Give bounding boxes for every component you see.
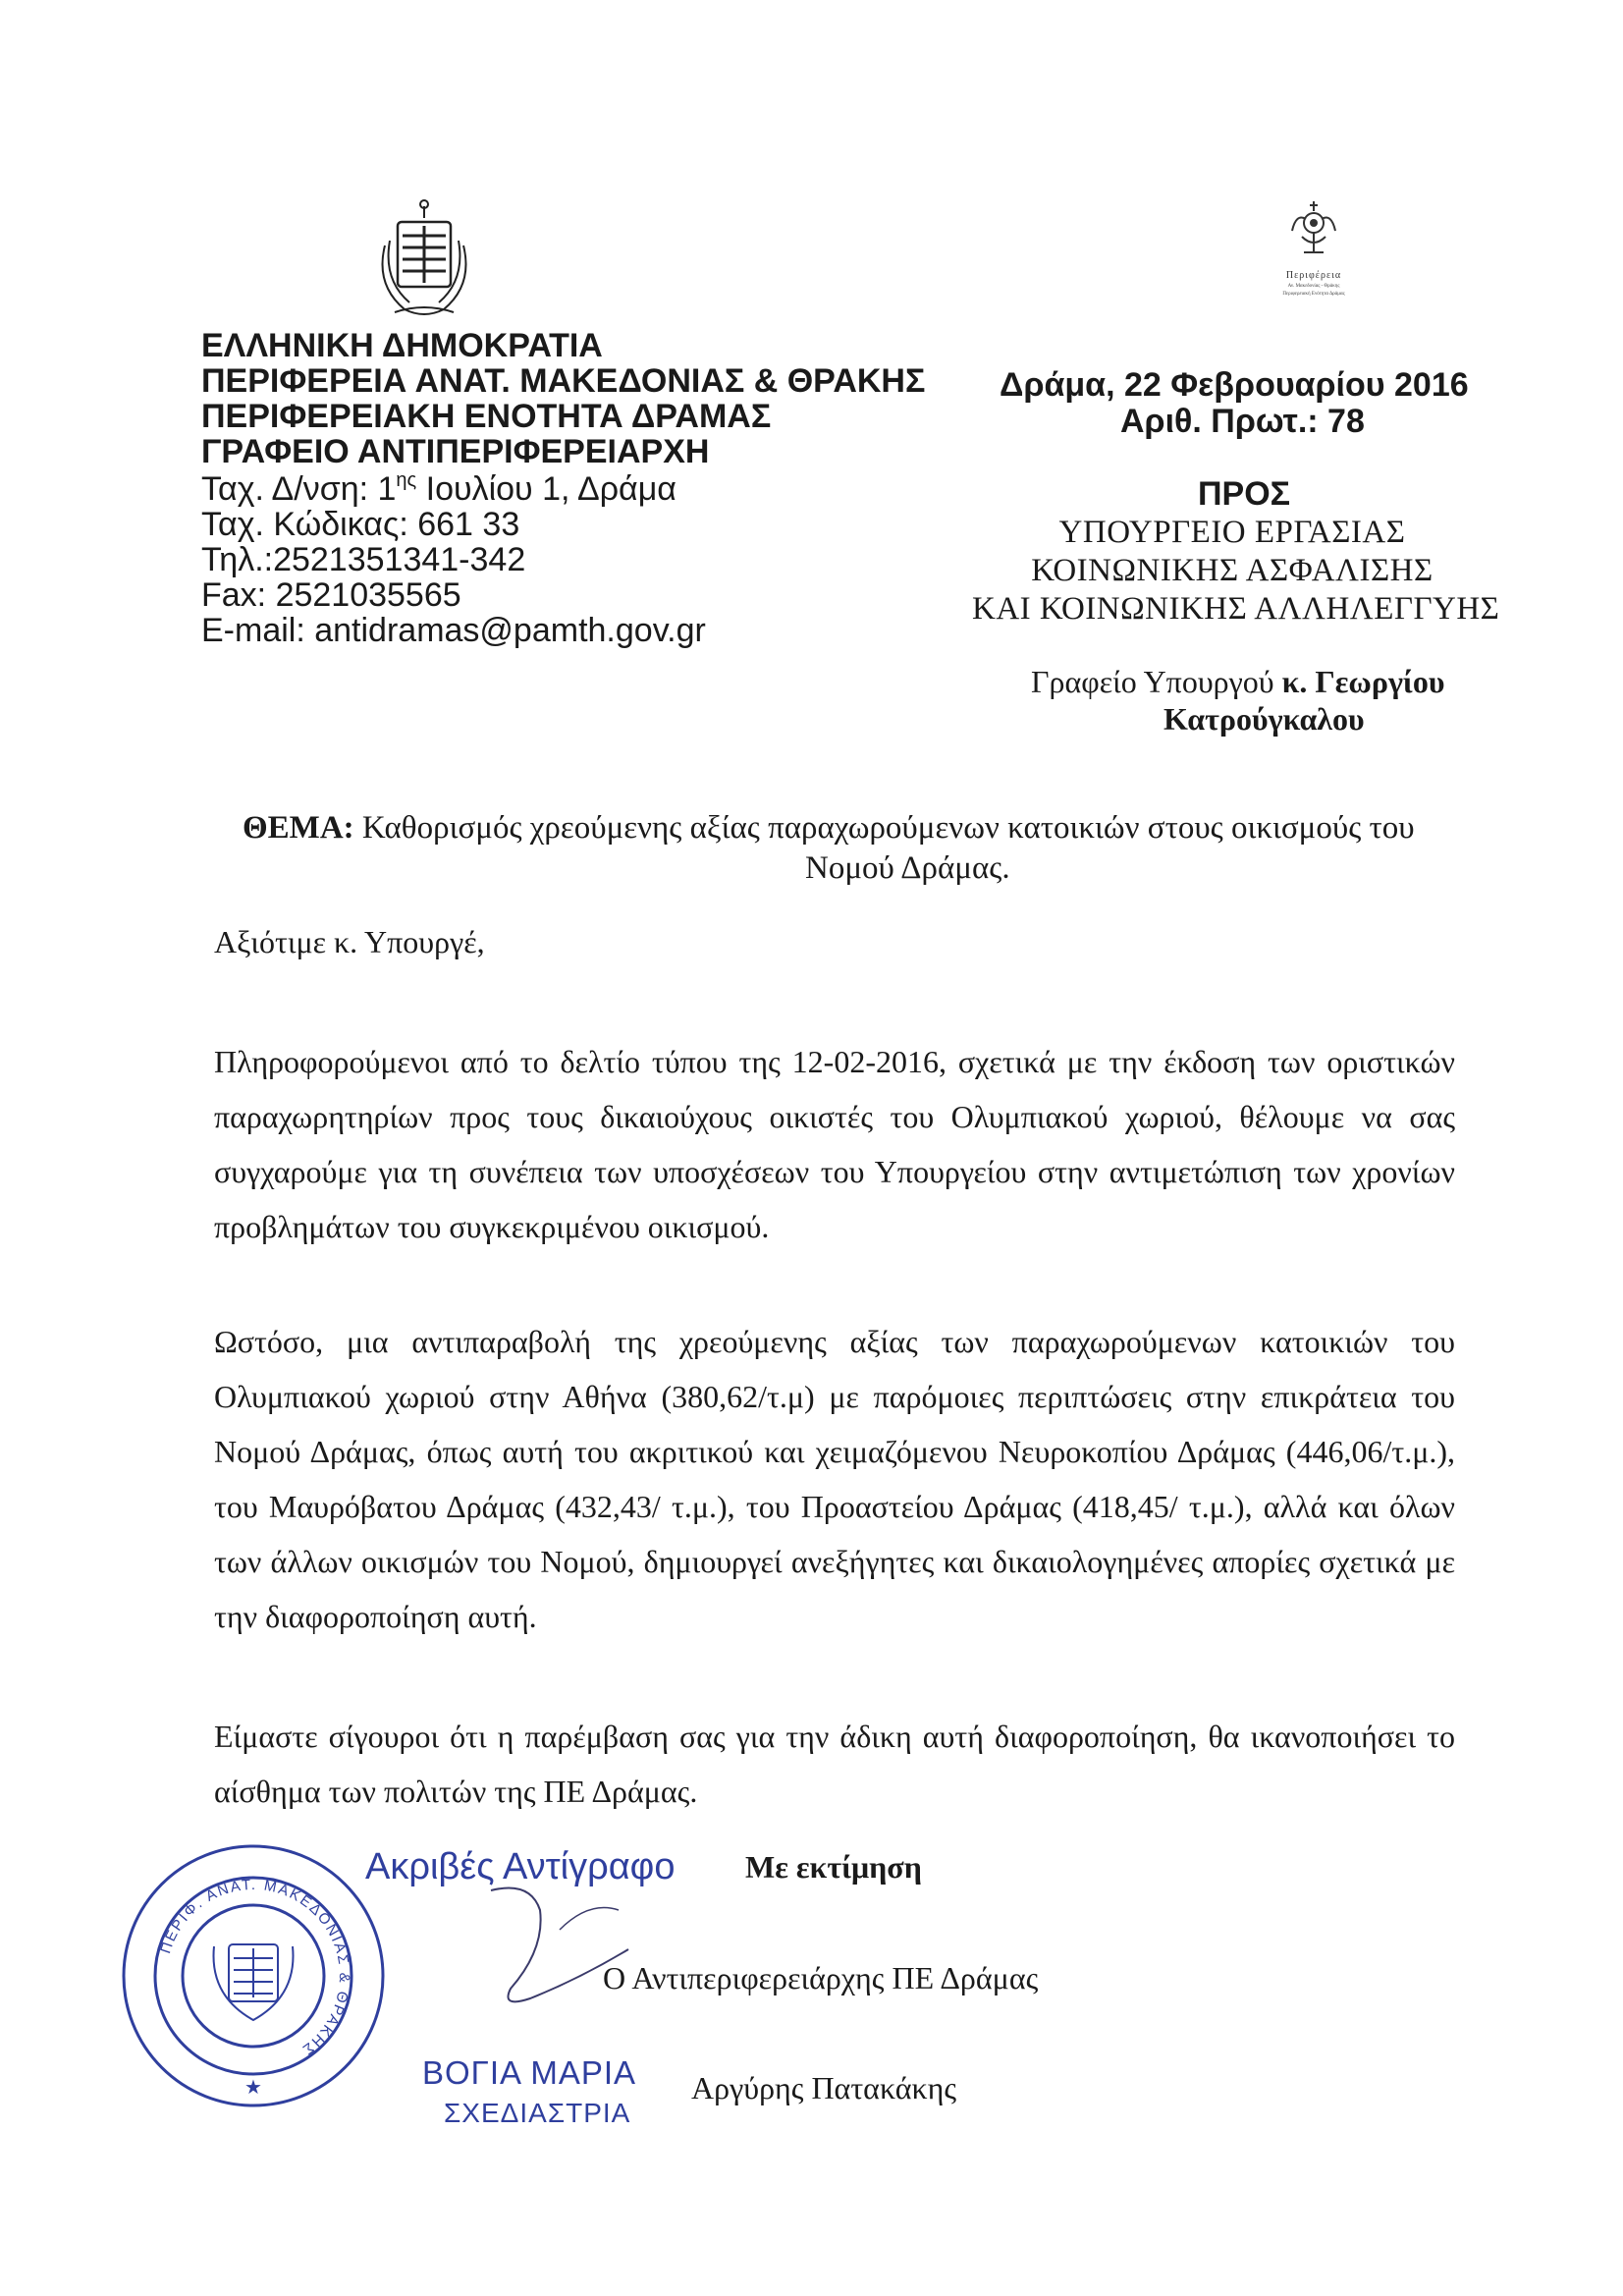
recipient-minister-name: κ. Γεωργίου xyxy=(1281,664,1445,699)
recipient-label: ΠΡΟΣ xyxy=(1198,475,1291,513)
salutation: Αξιότιμε κ. Υπουργέ, xyxy=(214,924,485,959)
signatory-name: Αργύρης Πατακάκης xyxy=(691,2070,957,2105)
closing-regards: Με εκτίμηση xyxy=(745,1849,922,1885)
seal-coat-of-arms-icon xyxy=(214,1944,294,2020)
sender-line-republic: ΕΛΛΗΝΙΚΗ ΔΗΜΟΚΡΑΤΙΑ xyxy=(201,327,603,364)
handwritten-signature xyxy=(471,1871,668,2028)
protocol-number: Αριθ. Πρωτ.: 78 xyxy=(1120,403,1365,440)
sender-email: E-mail: antidramas@pamth.gov.gr xyxy=(201,612,706,649)
recipient-minister-surname: Κατρούγκαλου xyxy=(1163,701,1365,737)
recipient-line-1: ΥΠΟΥΡΓΕΙΟ ΕΡΓΑΣΙΑΣ xyxy=(1058,515,1406,550)
sender-line-unit: ΠΕΡΙΦΕΡΕΙΑΚΗ ΕΝΟΤΗΤΑ ΔΡΑΜΑΣ xyxy=(201,398,772,435)
subject-line-2: Νομού Δράμας. xyxy=(805,850,1010,886)
body-paragraph-2: Ωστόσο, μια αντιπαραβολή της χρεούμενης αξίας των παραχωρούμενων κατοικιών του Ολυμπιακού χωριού στην Αθήνα (380,62/τ.μ) με παρόμοιες περιπτώσεις στην επικράτεια του Νομού Δράμας, όπως αυτή του ακριτικού και χειμαζόμενου Νευροκοπίου Δράμας (446,06/τ.μ.), του Μαυρόβατου Δράμας (432,43/ τ.μ.), του Προαστείου Δράμας (418,45/ τ.μ.), αλλά και όλων των άλλων οικισμών του Νομού, δημιουργεί ανεξήγητες και δικαιολογημένες απορίες σχετικά με την διαφοροποίηση αυτή. xyxy=(214,1324,1455,1634)
seal-star-icon: ★ xyxy=(244,2077,262,2099)
sender-address-prefix: Ταχ. Δ/νση: 1 xyxy=(201,470,397,508)
seal-outer-text xyxy=(116,1829,391,1834)
sender-address xyxy=(201,471,676,507)
recipient-line-3: ΚΑΙ ΚΟΙΝΩΝΙΚΗΣ ΑΛΛΗΛΕΓΓΥΗΣ xyxy=(972,591,1500,627)
seal-inner-text: ΠΕΡΙΦ. ΑΝΑΤ. ΜΑΚΕΔΟΝΙΑΣ & ΘΡΑΚΗΣ xyxy=(157,1876,353,2059)
subject-line xyxy=(243,810,1415,847)
greek-coat-of-arms-icon xyxy=(365,196,483,324)
sender-phone: Τηλ.:2521351341-342 xyxy=(201,541,526,578)
recipient-line-2: ΚΟΙΝΩΝΙΚΗΣ ΑΣΦΑΛΙΣΗΣ xyxy=(1031,553,1434,588)
region-emblem-label: Περιφέρεια xyxy=(1285,270,1342,281)
body-paragraph-1: Πληροφορούμενοι από το δελτίο τύπου της 12-02-2016, σχετικά με την έκδοση των οριστικών παραχωρητηρίων προς τους δικαιούχους οικιστές του Ολυμπιακού χωριού, θέλουμε να σας συγχαρούμε για τη συνέπεια των υποσχέσεων του Υπουργείου στην αντιμετώπιση των χρονίων προβλημάτων του συγκεκριμένου οικισμού. xyxy=(214,1044,1455,1244)
stamp-clerk-name: ΒΟΓΙΑ ΜΑΡΙΑ xyxy=(422,2054,637,2091)
sender-postcode: Ταχ. Κώδικας: 661 33 xyxy=(201,506,520,543)
sender-line-region: ΠΕΡΙΦΕΡΕΙΑ ΑΝΑΤ. ΜΑΚΕΔΟΝΙΑΣ & ΘΡΑΚΗΣ xyxy=(201,362,926,400)
region-emblem xyxy=(1245,201,1382,300)
sender-address-suffix: Ιουλίου 1, Δράμα xyxy=(416,470,676,508)
subject-label: ΘΕΜΑ: xyxy=(243,810,354,846)
document-date: Δράμα, 22 Φεβρουαρίου 2016 xyxy=(1000,366,1469,404)
body-paragraph-3: Είμαστε σίγουροι ότι η παρέμβαση σας για την άδικη αυτή διαφοροποίηση, θα ικανοποιήσει το αίσθημα των πολιτών της ΠΕ Δράμας. xyxy=(214,1719,1455,1809)
sender-fax: Fax: 2521035565 xyxy=(201,576,461,614)
region-emblem-sub2: Περιφερειακή Ενότητα Δράμας xyxy=(1282,292,1345,297)
signatory-title: Ο Αντιπεριφερειάρχης ΠΕ Δράμας xyxy=(603,1960,1039,1995)
subject-text: Καθορισμός χρεούμενης αξίας παραχωρούμενων κατοικιών στους οικισμούς του xyxy=(353,810,1415,846)
certified-copy-stamp: Ακριβές Αντίγραφο xyxy=(365,1846,676,1887)
recipient-office-prefix: Γραφείο Υπουργού xyxy=(1031,664,1282,699)
region-emblem-sub1: Αν. Μακεδονίας - Θράκης xyxy=(1287,284,1340,289)
region-emblem-icon xyxy=(1245,201,1382,260)
recipient-office xyxy=(1031,664,1444,700)
sender-line-office: ΓΡΑΦΕΙΟ ΑΝΤΙΠΕΡΙΦΕΡΕΙΑΡΧΗ xyxy=(201,433,710,470)
stamp-clerk-title: ΣΧΕΔΙΑΣΤΡΙΑ xyxy=(444,2098,631,2128)
sender-address-sup: ης xyxy=(396,469,417,491)
official-seal xyxy=(116,1829,391,2123)
